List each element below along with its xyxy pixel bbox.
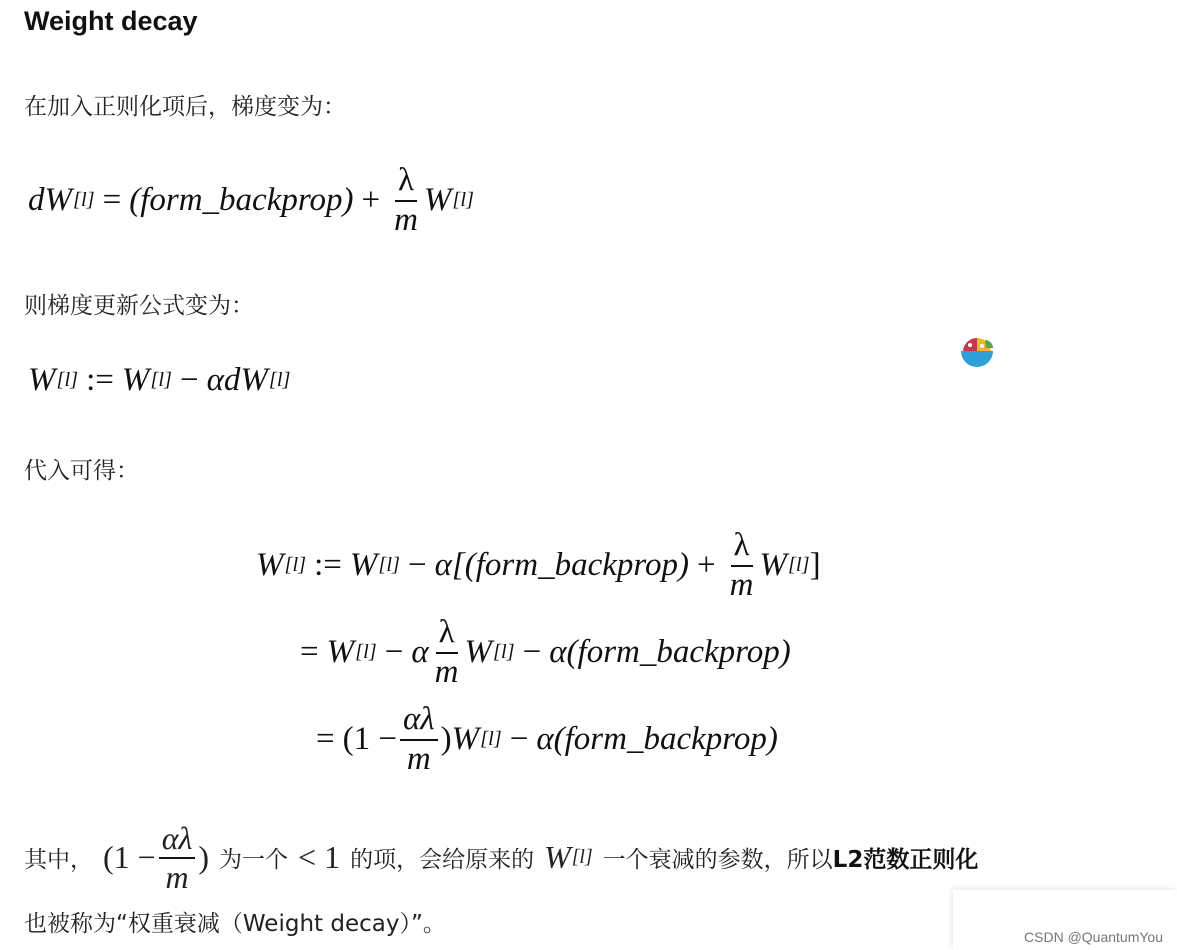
eq2-minus: −: [179, 362, 199, 398]
eq1-frac: [391, 162, 421, 240]
eq4-frac-num: λ: [436, 614, 458, 654]
eq3-rbracket: ]: [809, 547, 821, 584]
eq3-frac: [727, 527, 757, 605]
paragraph-substitute-intro: 代入可得：: [24, 458, 139, 484]
equation-update: [28, 362, 291, 399]
eq2-W: W: [28, 362, 56, 398]
paragraph-conclusion-line-2: 也被称为“权重衰减（Weight decay）”。: [24, 911, 446, 937]
eq1-frac-num: λ: [395, 162, 417, 202]
inline-one-minus: (1 −: [103, 839, 156, 876]
eq1-plus: +: [361, 182, 381, 219]
eq5-eq: =: [316, 721, 335, 758]
inline-frac: [159, 820, 196, 896]
paragraph-update-intro: 则梯度更新公式变为：: [24, 293, 254, 319]
equation-block-line-2: [292, 614, 791, 692]
final-t2: 为一个: [219, 847, 289, 874]
equation-block-line-3: [308, 701, 778, 779]
eq1-dW: dW: [28, 182, 72, 219]
watermark-text: CSDN @QuantumYou: [1024, 929, 1163, 945]
eq4-sup2: [l]: [493, 641, 515, 664]
eq4-eq: =: [300, 634, 319, 671]
eq3-W3: W: [759, 547, 787, 584]
watermark-box: [953, 890, 1177, 950]
section-title: Weight decay: [24, 6, 198, 36]
eq4-alpha-fb: α(form_backprop): [549, 634, 791, 671]
eq5-frac-num: αλ: [400, 701, 438, 741]
eq5-frac-den: m: [406, 740, 431, 777]
inline-W-sup: [l]: [571, 846, 593, 869]
eq4-W: W: [326, 634, 355, 671]
eq2-sup: [l]: [56, 369, 79, 391]
paragraph-gradient-intro: 在加入正则化项后，梯度变为：: [24, 94, 346, 120]
eq4-minus: −: [384, 634, 404, 671]
eq5-W: W: [451, 721, 480, 758]
eq4-sup: [l]: [355, 641, 377, 664]
inline-decay-factor: [103, 820, 209, 896]
paragraph-conclusion-line-1: [24, 820, 978, 896]
final-t4: 一个衰减的参数，所以: [602, 847, 833, 874]
eq3-minus: −: [407, 547, 427, 584]
eq2-sup2: [l]: [150, 369, 172, 391]
eq3-sup3: [l]: [787, 554, 810, 577]
eq1-sup2: [l]: [452, 189, 475, 212]
inline-frac-num: αλ: [159, 820, 196, 859]
eq1-eq: =: [102, 182, 122, 219]
eq4-frac-den: m: [434, 653, 459, 690]
eq3-alpha-fb: α[(form_backprop): [434, 547, 689, 584]
eq1-frac-den: m: [394, 201, 418, 238]
inline-rparen: ): [198, 839, 210, 876]
eq2-assign: :=: [86, 362, 114, 398]
equation-gradient: [28, 162, 474, 240]
eq5-alpha-fb: α(form_backprop): [536, 721, 778, 758]
eq4-minus2: −: [522, 634, 542, 671]
eq1-W: W: [423, 182, 452, 219]
inline-frac-den: m: [165, 858, 189, 895]
eq1-sup: [l]: [73, 189, 95, 212]
final-t1: 其中，: [24, 847, 93, 874]
eq4-alpha: α: [411, 634, 429, 671]
final-t3: 的项，会给原来的: [350, 847, 535, 874]
eq5-one-minus: (1 −: [342, 721, 397, 758]
eq4-W2: W: [464, 634, 493, 671]
eq3-assign: :=: [314, 547, 342, 584]
inline-W: [544, 839, 593, 876]
eq3-sup: [l]: [284, 554, 307, 577]
eq3-W2: W: [349, 547, 378, 584]
eq2-alpha-dW: αdW: [206, 362, 268, 398]
eq3-sup2: [l]: [378, 554, 400, 577]
inline-W-letter: W: [544, 839, 571, 876]
eq4-frac: [432, 614, 462, 692]
eq5-frac: [400, 701, 438, 779]
equation-block-line-1: [256, 527, 821, 605]
final-bold-l2: L2范数正则化: [832, 847, 979, 874]
eq2-W2: W: [121, 362, 150, 398]
eq3-frac-num: λ: [731, 527, 753, 567]
eq2-sup3: [l]: [268, 369, 291, 391]
eq3-plus: +: [697, 547, 716, 584]
eq5-minus: −: [509, 721, 529, 758]
bowl-logo-icon: [958, 334, 996, 372]
eq3-frac-den: m: [729, 566, 754, 603]
eq5-rparen: ): [440, 721, 452, 758]
eq1-fb: (form_backprop): [129, 182, 354, 219]
eq5-sup: [l]: [480, 728, 502, 751]
inline-less-than-one: < 1: [298, 839, 341, 876]
eq3-W: W: [256, 547, 284, 584]
